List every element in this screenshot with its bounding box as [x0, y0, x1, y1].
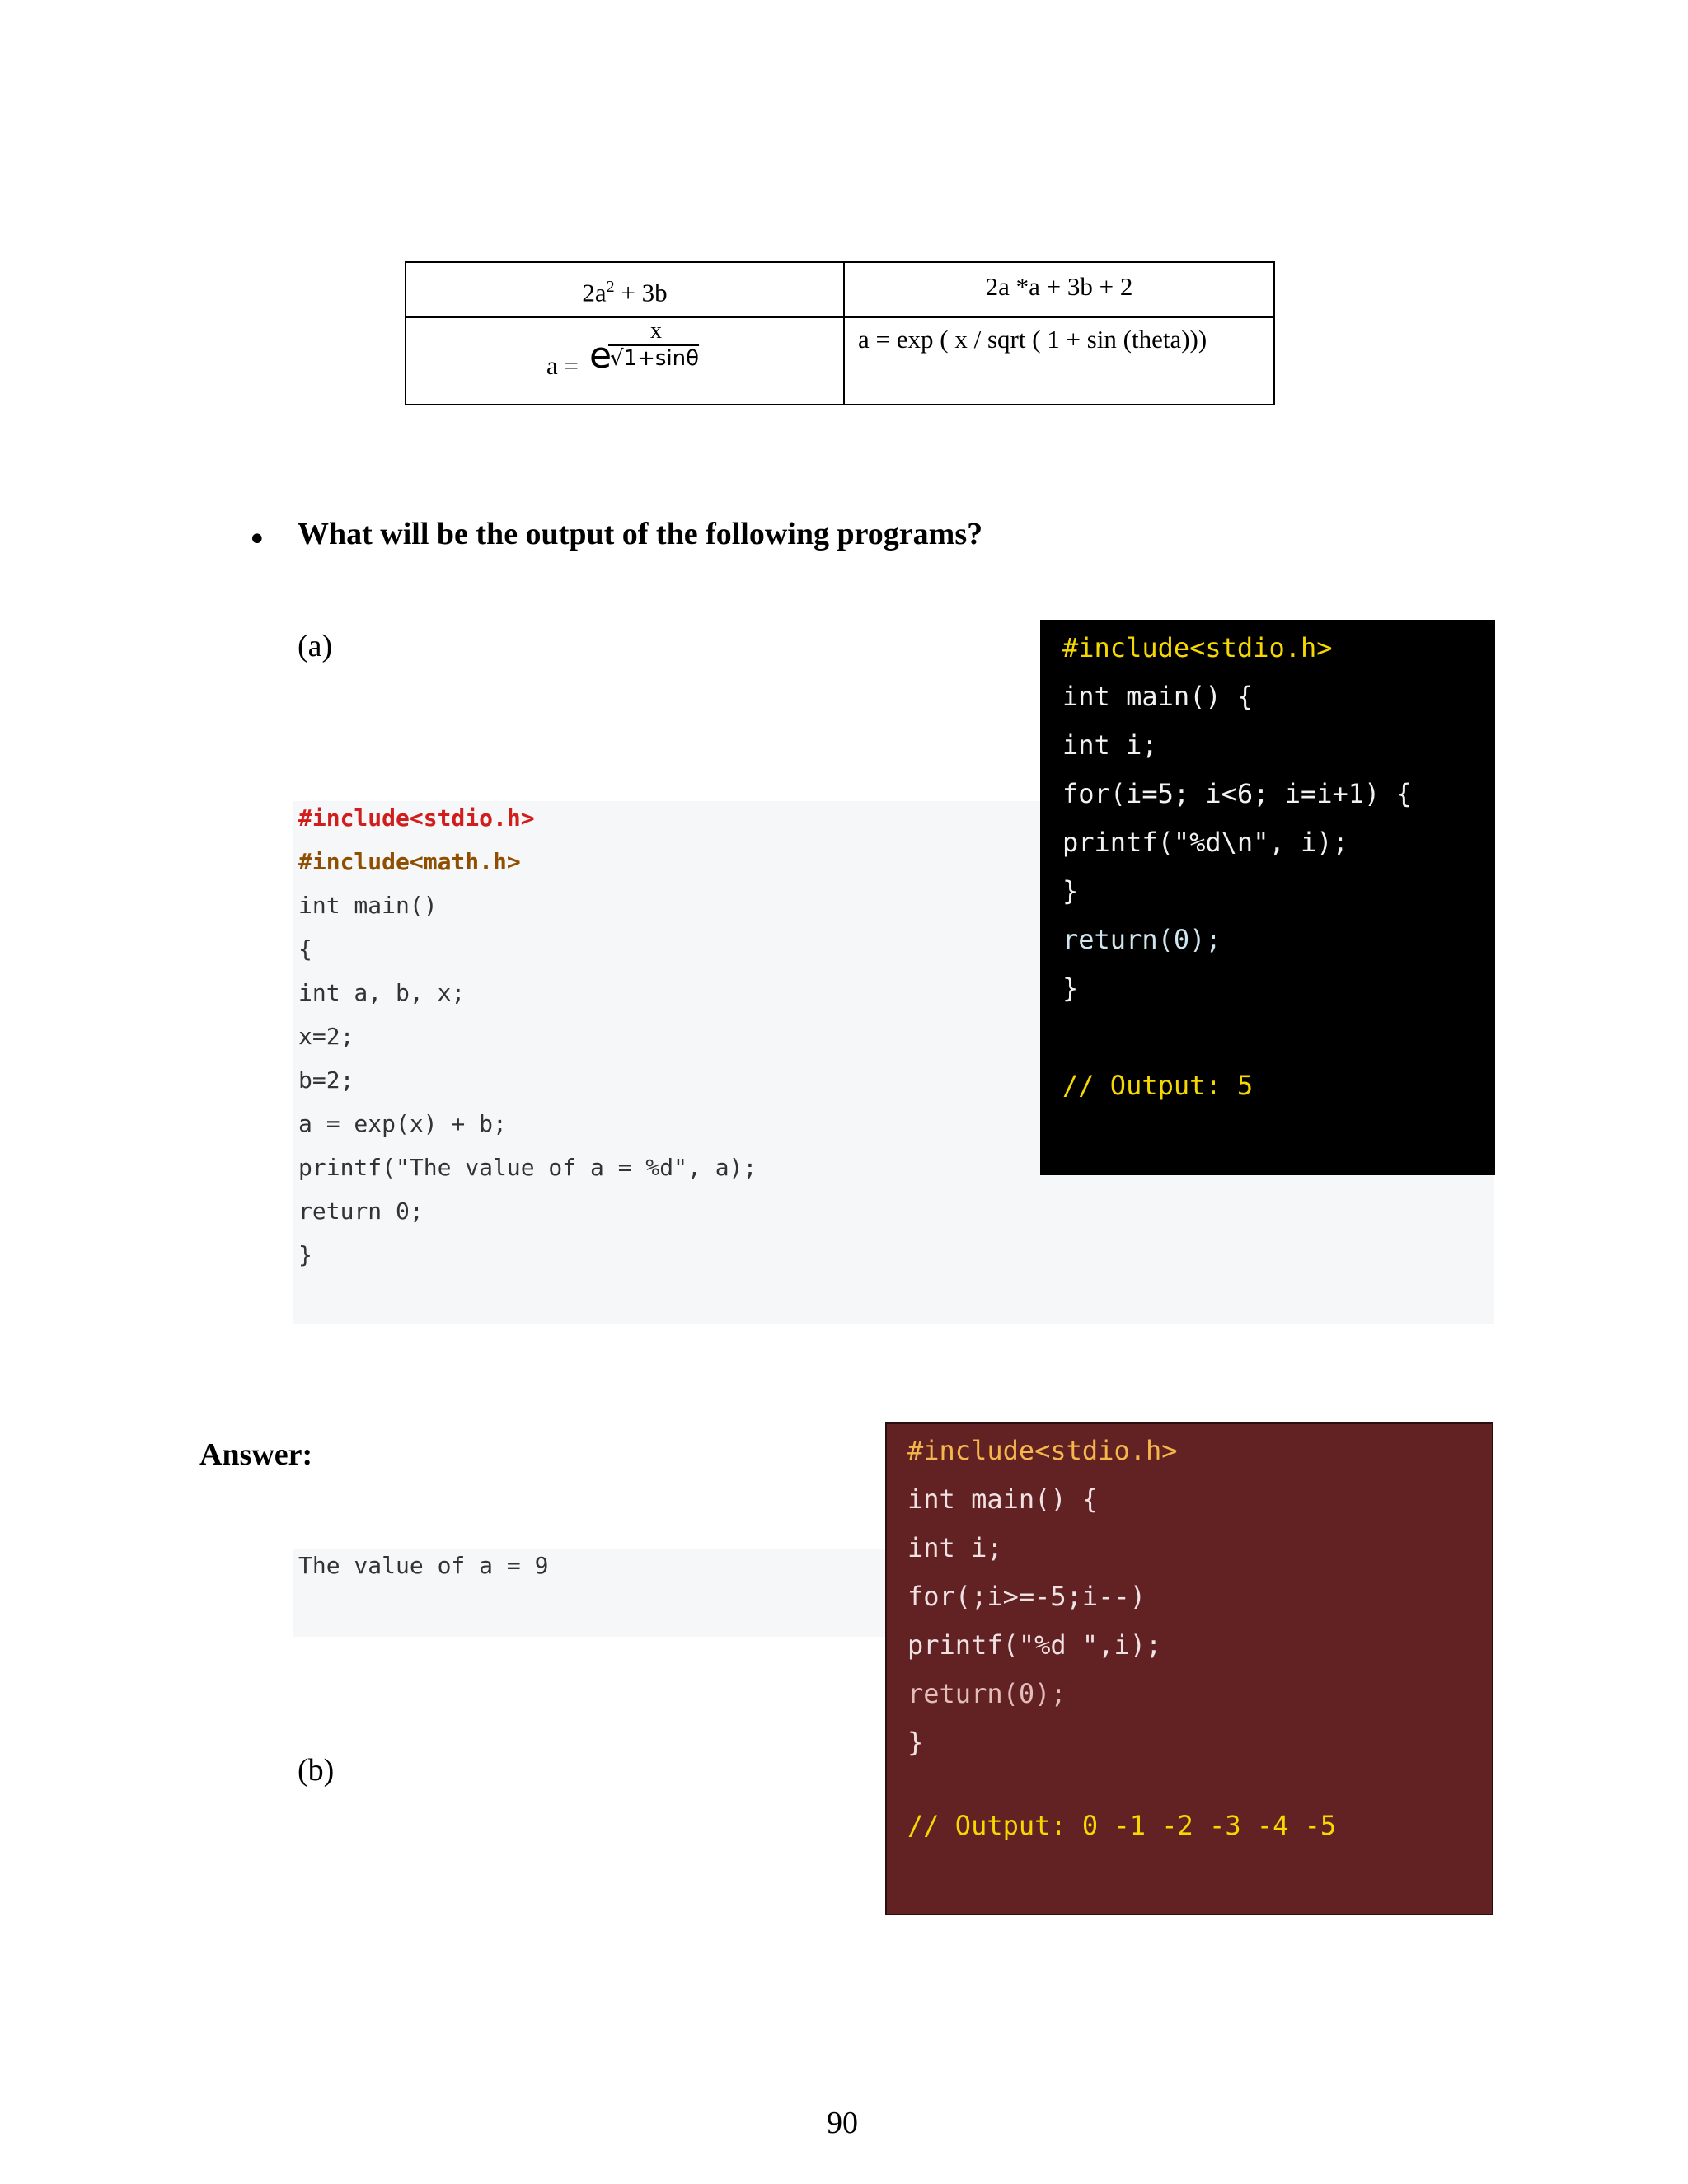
formula-prefix: a =: [546, 351, 579, 381]
code-line: printf("%d ",i);: [907, 1629, 1162, 1661]
math-expr-base: 2a: [582, 278, 607, 307]
label-a: (a): [298, 629, 333, 663]
code-line: [907, 1767, 1336, 1802]
formula-denominator: √1+sinθ: [610, 346, 700, 372]
question-heading: What will be the output of the following programs?: [298, 517, 983, 551]
math-expr-rest: + 3b: [614, 278, 668, 307]
code-line: a = exp(x) + b;: [298, 1110, 507, 1137]
code-line: for(;i>=-5;i--): [907, 1581, 1146, 1612]
label-b: (b): [298, 1753, 335, 1788]
table-cell-math-expression: [406, 262, 844, 317]
code-line: }: [298, 1241, 312, 1268]
formula-numerator: x: [650, 318, 662, 344]
code-listing-black: [1062, 624, 1412, 1110]
code-line: int i;: [907, 1532, 1003, 1563]
table-cell-c-expression: 2a *a + 3b + 2: [844, 262, 1274, 317]
code-line: [1062, 1013, 1412, 1062]
code-line: return 0;: [298, 1197, 424, 1225]
code-line: {: [298, 935, 312, 963]
code-line: int i;: [1062, 729, 1158, 761]
expression-table: [405, 261, 1275, 405]
code-line: }: [907, 1727, 924, 1758]
code-comment-output: // Output: 0 -1 -2 -3 -4 -5: [907, 1810, 1337, 1841]
code-line: printf("The value of a = %d", a);: [298, 1154, 757, 1181]
code-line: #include<stdio.h>: [1062, 632, 1333, 663]
code-line: int main() {: [907, 1483, 1099, 1515]
exponential-formula: [406, 318, 843, 404]
code-line: return(0);: [907, 1678, 1067, 1709]
math-expr-superscript: 2: [606, 278, 615, 296]
code-line: }: [1062, 875, 1079, 907]
code-comment-output: // Output: 5: [1062, 1070, 1254, 1101]
code-line: int main() {: [1062, 681, 1254, 712]
page-number: 90: [827, 2106, 858, 2140]
code-line: x=2;: [298, 1023, 354, 1050]
code-line: }: [1062, 972, 1079, 1004]
table-cell-math-formula: [406, 317, 844, 405]
code-line: #include<stdio.h>: [907, 1435, 1178, 1466]
c-formula-text: a = exp ( x / sqrt ( 1 + sin (theta))): [858, 325, 1207, 354]
code-line: #include<stdio.h>: [298, 804, 535, 832]
code-line: int main(): [298, 892, 438, 919]
bullet-icon: •: [247, 521, 267, 559]
answer-label: Answer:: [199, 1437, 313, 1472]
answer-output-text: The value of a = 9: [298, 1552, 549, 1579]
code-line: printf("%d\n", i);: [1062, 827, 1348, 858]
code-listing-gray: [298, 796, 757, 1277]
code-line: return(0);: [1062, 924, 1221, 955]
code-listing-maroon: [907, 1427, 1336, 1850]
code-line: #include<math.h>: [298, 848, 521, 875]
formula-base-e: e: [589, 335, 612, 377]
code-line: b=2;: [298, 1066, 354, 1094]
code-line: for(i=5; i<6; i=i+1) {: [1062, 778, 1412, 809]
table-cell-c-formula: [844, 317, 1274, 405]
code-line: int a, b, x;: [298, 979, 466, 1006]
